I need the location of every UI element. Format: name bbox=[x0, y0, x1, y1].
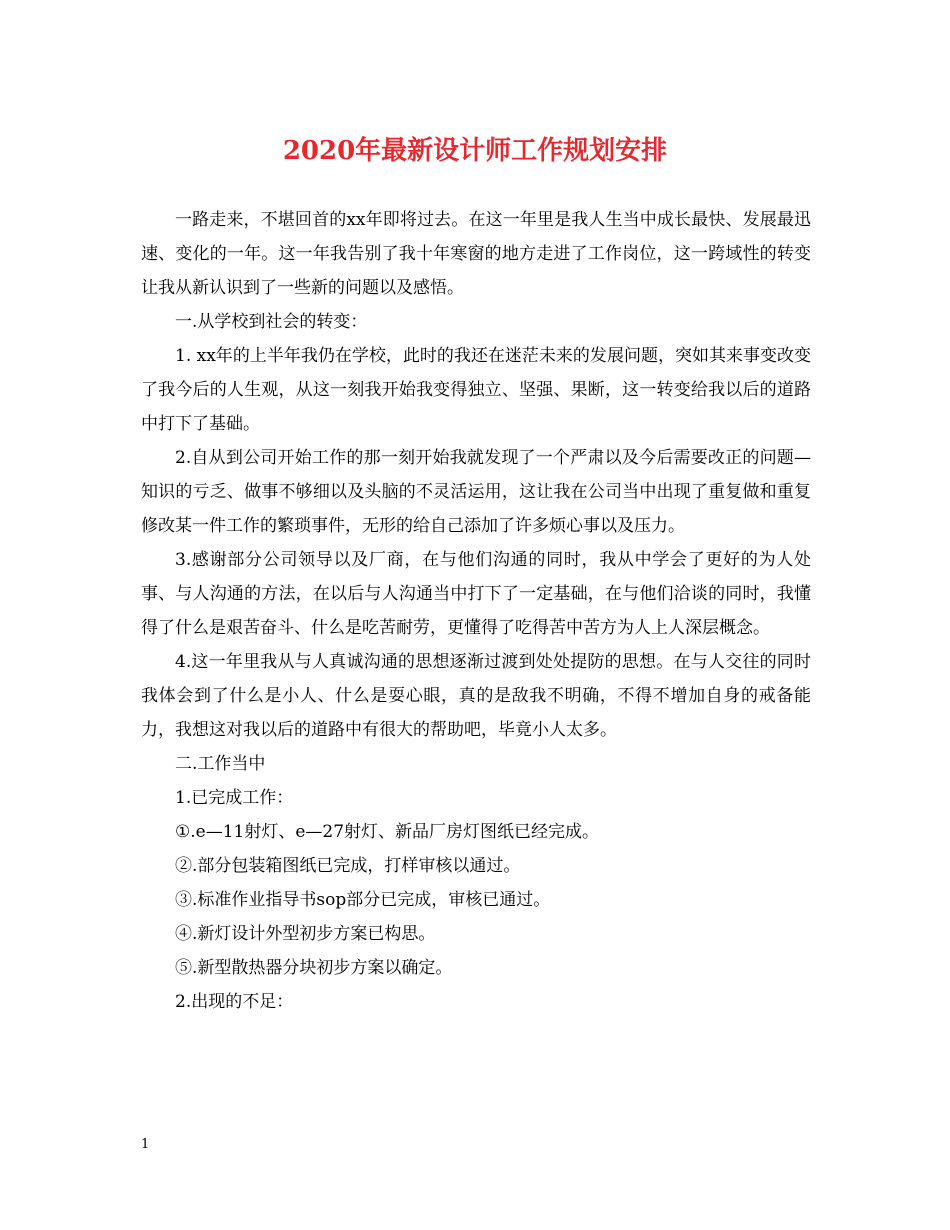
section-heading-1: 一.从学校到社会的转变： bbox=[175, 312, 368, 332]
page-number: 1 bbox=[141, 1137, 150, 1152]
document-title: 2020年最新设计师工作规划安排 bbox=[282, 136, 668, 166]
list-item-completed-5: ⑤.新型散热器分块初步方案以确定。 bbox=[175, 958, 453, 978]
paragraph-item-3: 3.感谢部分公司领导以及厂商，在与他们沟通的同时，我从中学会了更好的为人处事、与人沟通的方法，在以后与人沟通当中打下了一定基础，在与他们洽谈的同时，我懂得了什么是艰苦奋斗、什么是吃苦耐劳，更懂得了吃得苦中苦方为人上人深层概念。 bbox=[141, 550, 811, 638]
paragraph-item-1: 1. xx年的上半年我仍在学校，此时的我还在迷茫未来的发展问题，突如其来事变改变了我今后的人生观，从这一刻我开始我变得独立、坚强、果断，这一转变给我以后的道路中打下了基础。 bbox=[141, 346, 811, 434]
list-item-completed-1: ①.e—11射灯、e—27射灯、新品厂房灯图纸已经完成。 bbox=[175, 822, 600, 842]
list-item-completed-4: ④.新灯设计外型初步方案已构思。 bbox=[175, 924, 436, 944]
paragraph-item-2: 2.自从到公司开始工作的那一刻开始我就发现了一个严肃以及今后需要改正的问题—知识的亏乏、做事不够细以及头脑的不灵活运用，这让我在公司当中出现了重复做和重复修改某一件工作的繁琐事件，无形的给自己添加了许多烦心事以及压力。 bbox=[141, 448, 811, 536]
document-body bbox=[141, 203, 811, 1019]
paragraph-intro: 一路走来，不堪回首的xx年即将过去。在这一年里是我人生当中成长最快、发展最迅速、变化的一年。这一年我告别了我十年寒窗的地方走进了工作岗位，这一跨域性的转变让我从新认识到了一些新的问题以及感悟。 bbox=[141, 210, 811, 298]
subheading-shortcomings: 2.出现的不足： bbox=[175, 992, 294, 1012]
list-item-completed-3: ③.标准作业指导书sop部分已完成，审核已通过。 bbox=[175, 890, 551, 910]
list-item-completed-2: ②.部分包装箱图纸已完成，打样审核以通过。 bbox=[175, 856, 521, 876]
section-heading-2: 二.工作当中 bbox=[175, 754, 266, 774]
subheading-completed-work: 1.已完成工作： bbox=[175, 788, 294, 808]
paragraph-item-4: 4.这一年里我从与人真诚沟通的思想逐渐过渡到处处提防的思想。在与人交往的同时我体会到了什么是小人、什么是耍心眼，真的是敌我不明确，不得不增加自身的戒备能力，我想这对我以后的道路中有很大的帮助吧，毕竟小人太多。 bbox=[141, 652, 811, 740]
